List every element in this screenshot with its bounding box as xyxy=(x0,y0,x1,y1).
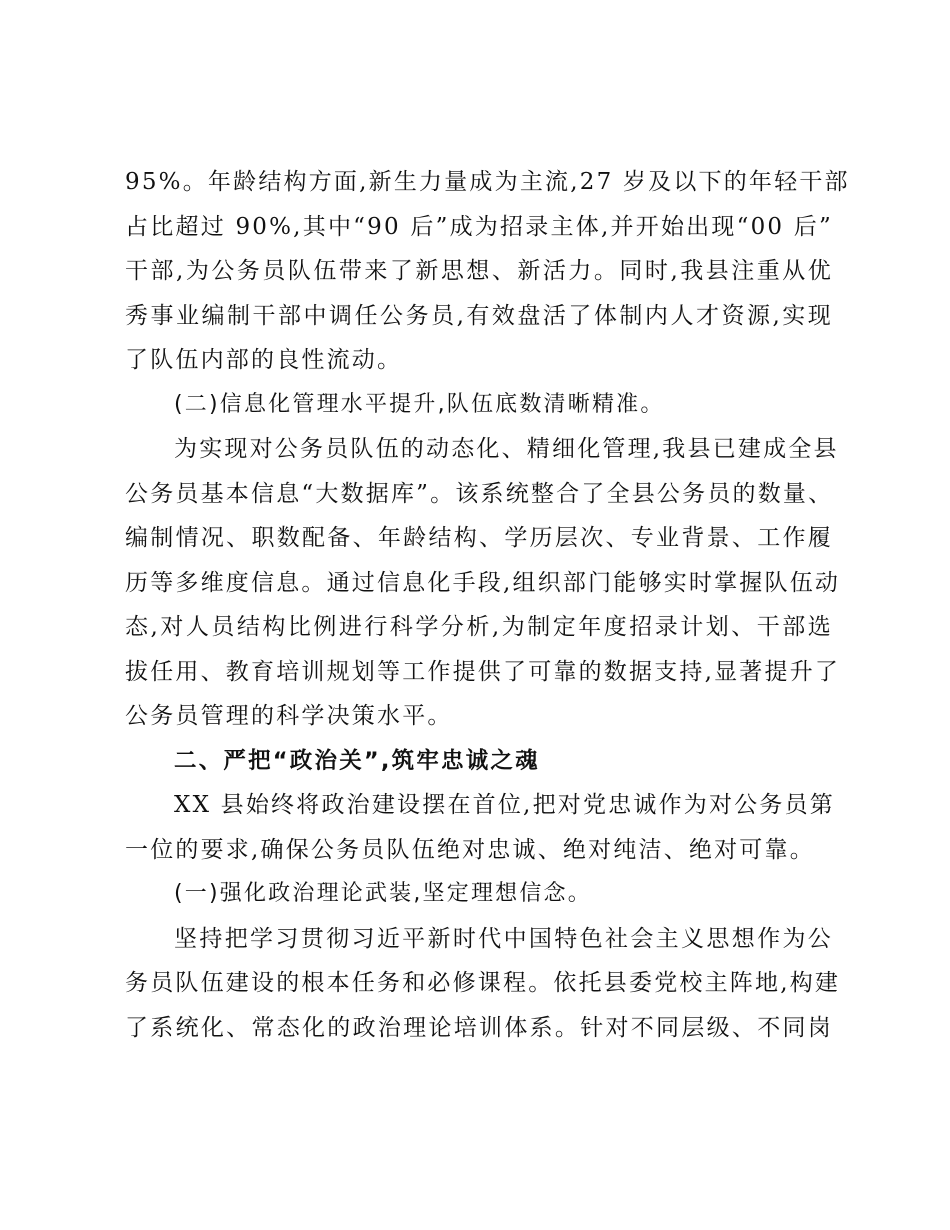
section-heading: 二、严把“政治关”,筑牢忠诚之魂 xyxy=(174,747,540,774)
document-page xyxy=(125,160,850,1050)
text-line: 坚持把学习贯彻习近平新时代中国特色社会主义思想作为公 xyxy=(174,925,833,952)
text-line: 了队伍内部的良性流动。 xyxy=(125,347,403,373)
text-line: 历等多维度信息。通过信息化手段,组织部门能够实时掌握队伍动 xyxy=(125,569,841,596)
text-line: 拔任用、教育培训规划等工作提供了可靠的数据支持,显著提升了 xyxy=(125,658,841,685)
text-line: 秀事业编制干部中调任公务员,有效盘活了体制内人才资源,实现 xyxy=(125,302,833,329)
text-line: 干部,为公务员队伍带来了新思想、新活力。同时,我县注重从优 xyxy=(125,258,833,284)
subsection-heading-2: (二)信息化管理水平提升,队伍底数清晰精准。 xyxy=(174,391,665,417)
text-line: 95%。年龄结构方面,新生力量成为主流,27 岁及以下的年轻干部 xyxy=(125,169,850,195)
paragraph-information-management xyxy=(125,427,841,739)
text-line: 态,对人员结构比例进行科学分析,为制定年度招录计划、干部选 xyxy=(125,614,833,640)
paragraph-political-construction xyxy=(125,783,833,872)
text-line: 一位的要求,确保公务员队伍绝对忠诚、绝对纯洁、绝对可靠。 xyxy=(125,836,815,863)
subsection-heading-1: (一)强化政治理论武装,坚定理想信念。 xyxy=(174,881,592,906)
text-line: 编制情况、职数配备、年龄结构、学历层次、专业背景、工作履 xyxy=(125,525,833,551)
text-line: 占比超过 90%,其中“90 后”成为招录主体,并开始出现“00 后” xyxy=(125,213,833,240)
text-line: 公务员管理的科学决策水平。 xyxy=(125,703,453,729)
text-line: 了系统化、常态化的政治理论培训体系。针对不同层级、不同岗 xyxy=(125,1014,833,1041)
text-line: 公务员基本信息“大数据库”。该系统整合了全县公务员的数量、 xyxy=(125,480,834,507)
text-line: 务员队伍建设的根本任务和必修课程。依托县委党校主阵地,构建 xyxy=(125,970,841,996)
text-line: 为实现对公务员队伍的动态化、精细化管理,我县已建成全县 xyxy=(174,436,839,462)
paragraph-continuation xyxy=(125,160,850,383)
paragraph-theory-study xyxy=(125,917,841,1051)
text-line: XX 县始终将政治建设摆在首位,把对党忠诚作为对公务员第 xyxy=(174,792,835,818)
